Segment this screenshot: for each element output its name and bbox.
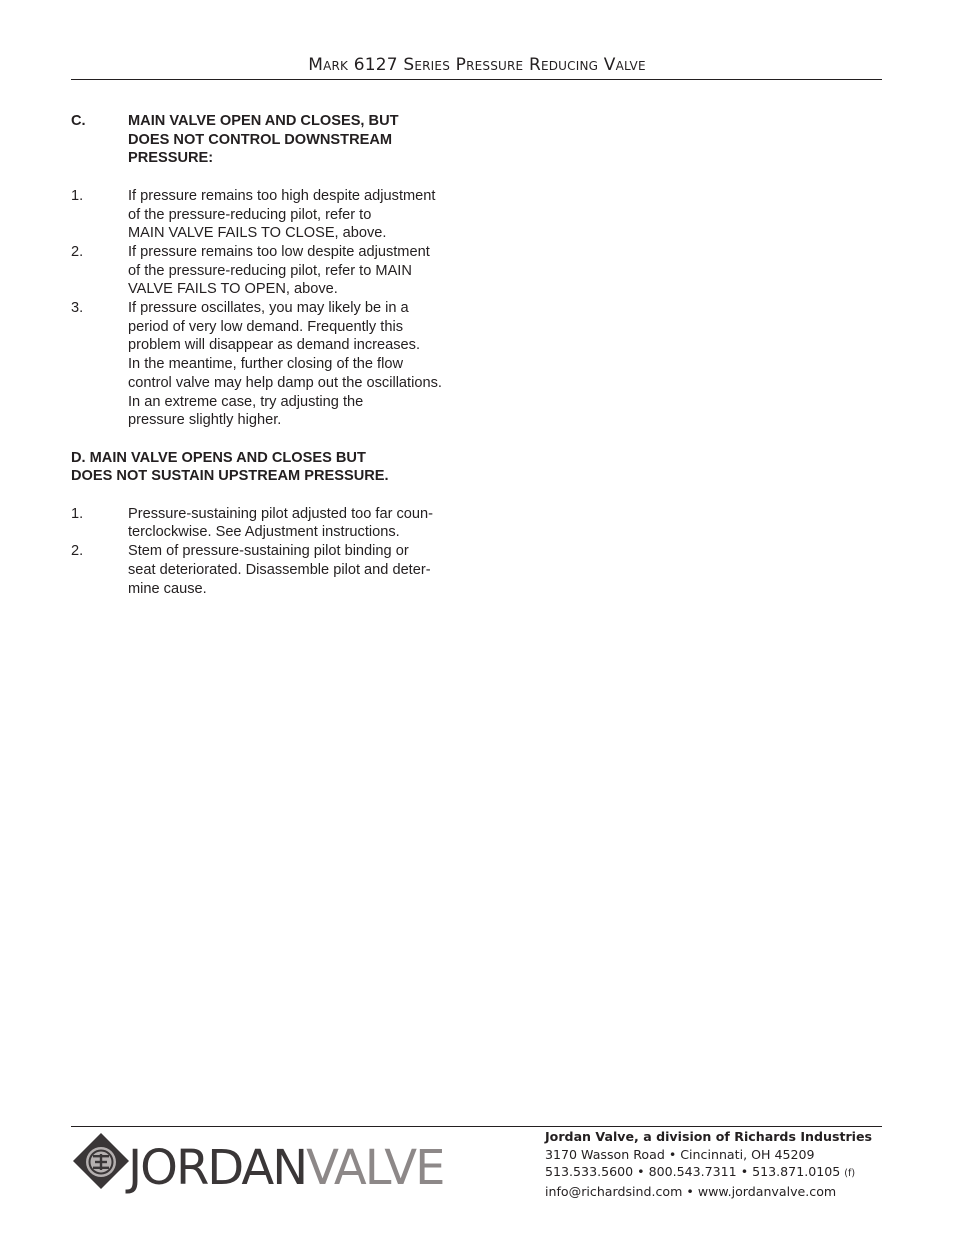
company-address: 3170 Wasson Road • Cincinnati, OH 45209 bbox=[545, 1146, 815, 1162]
item-text-line: MAIN VALVE FAILS TO CLOSE, above. bbox=[128, 225, 387, 242]
item-text-line: seat deteriorated. Disassemble pilot and deter- bbox=[128, 561, 431, 578]
item-text-line: In the meantime, further closing of the flow bbox=[128, 356, 403, 373]
item-text-line: If pressure oscillates, you may likely be in a bbox=[128, 300, 409, 317]
company-web: info@richardsind.com • www.jordanvalve.com bbox=[545, 1183, 837, 1199]
phone-numbers: 513.533.5600 • 800.543.7311 • 513.871.0105 bbox=[545, 1164, 841, 1179]
item-text-line: control valve may help damp out the oscillations. bbox=[128, 374, 442, 391]
item-text-line: If pressure remains too low despite adjustment bbox=[128, 243, 430, 260]
section-c-heading-line: PRESSURE: bbox=[128, 150, 214, 167]
section-c-item-2 bbox=[71, 243, 481, 299]
item-text-line: terclockwise. See Adjustment instructions. bbox=[128, 524, 400, 541]
contact-block bbox=[545, 1128, 872, 1200]
item-text-line: VALVE FAILS TO OPEN, above. bbox=[128, 281, 338, 298]
item-number: 3. bbox=[71, 300, 84, 317]
item-number: 1. bbox=[71, 505, 84, 522]
item-text-line: Stem of pressure-sustaining pilot binding or bbox=[128, 543, 409, 560]
section-c-heading bbox=[71, 112, 481, 168]
item-text-line: If pressure remains too high despite adjustment bbox=[128, 187, 436, 204]
page-header-title: Mark 6127 Series Pressure Reducing Valve bbox=[308, 55, 646, 75]
company-phones bbox=[545, 1163, 872, 1183]
item-number: 2. bbox=[71, 243, 84, 260]
section-c-item-1 bbox=[71, 187, 481, 243]
logo-text-jordan: JORDAN bbox=[128, 1140, 307, 1194]
section-d-item-2 bbox=[71, 542, 481, 598]
item-number: 2. bbox=[71, 543, 84, 560]
section-c-heading-line: MAIN VALVE OPEN AND CLOSES, BUT bbox=[128, 113, 399, 129]
item-text-line: In an extreme case, try adjusting the bbox=[128, 393, 364, 410]
section-c-label: C. bbox=[71, 113, 86, 129]
svg-text:JORDANVALVE bbox=[125, 1140, 443, 1194]
section-d-item-1 bbox=[71, 505, 481, 542]
item-number: 1. bbox=[71, 187, 84, 204]
jordan-valve-logo bbox=[72, 1132, 452, 1194]
item-text-line: problem will disappear as demand increases. bbox=[128, 337, 421, 354]
section-d-heading-line: DOES NOT SUSTAIN UPSTREAM PRESSURE. bbox=[71, 468, 389, 485]
section-d-heading-line: D. MAIN VALVE OPENS AND CLOSES BUT bbox=[71, 449, 366, 466]
item-text-line: mine cause. bbox=[128, 580, 207, 597]
item-text-line: of the pressure-reducing pilot, refer to MAIN bbox=[128, 262, 412, 279]
section-c-item-3 bbox=[71, 299, 481, 430]
item-text-line: period of very low demand. Frequently this bbox=[128, 318, 403, 335]
item-text-line: pressure slightly higher. bbox=[128, 412, 282, 429]
fax-marker: (f) bbox=[844, 1168, 856, 1179]
item-text-line: of the pressure-reducing pilot, refer to bbox=[128, 206, 372, 223]
item-text-line: Pressure-sustaining pilot adjusted too far coun- bbox=[128, 505, 434, 522]
company-name: Jordan Valve, a division of Richards Industries bbox=[545, 1129, 873, 1144]
footer-rule bbox=[71, 1126, 882, 1127]
section-c-heading-line: DOES NOT CONTROL DOWNSTREAM bbox=[128, 131, 393, 148]
logo-text-valve: VALVE bbox=[306, 1140, 444, 1194]
header-rule bbox=[71, 79, 882, 80]
logo-emblem-icon bbox=[73, 1133, 129, 1189]
troubleshooting-content bbox=[71, 112, 481, 598]
section-d-heading bbox=[71, 449, 481, 486]
